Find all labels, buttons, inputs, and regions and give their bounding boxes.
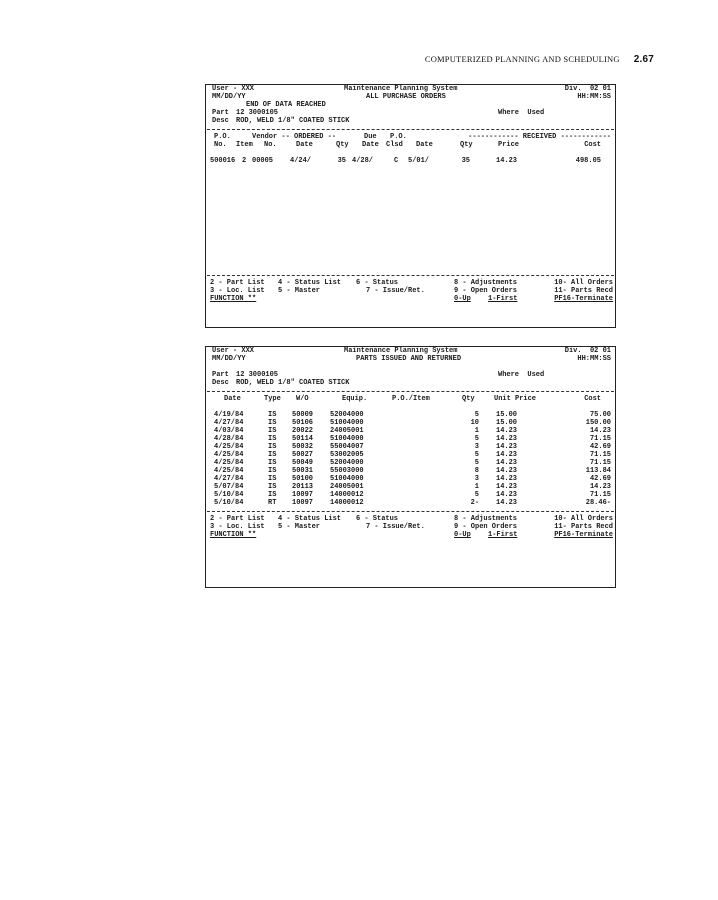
quantity: 1 <box>474 427 479 435</box>
quantity: 5 <box>474 435 479 443</box>
issue-list <box>206 411 615 507</box>
col-cost: Cost <box>584 395 601 403</box>
key-up[interactable]: 0-Up <box>454 295 471 303</box>
key-open-orders[interactable]: 9 - Open Orders <box>454 523 518 531</box>
transaction-type: IS <box>268 475 277 483</box>
issue-date: 4/28/84 <box>214 435 244 443</box>
unit-price: 14.23 <box>496 459 518 467</box>
key-parts-recd[interactable]: 11- Parts Recd <box>554 523 613 531</box>
work-order: 10097 <box>292 491 314 499</box>
part-label: Part <box>212 109 229 117</box>
col-vendor-ordered: Vendor -- ORDERED -- <box>252 133 337 141</box>
equipment-number: 51004000 <box>330 475 364 483</box>
quantity: 5 <box>474 459 479 467</box>
unit-price: 14.23 <box>496 435 518 443</box>
work-order: 50114 <box>292 435 314 443</box>
work-order: 50032 <box>292 443 314 451</box>
transaction-type: IS <box>268 467 277 475</box>
equipment-number: 53002005 <box>330 451 364 459</box>
cost: 14.23 <box>589 427 611 435</box>
date-format: MM/DD/YY <box>212 355 246 363</box>
col-due: Due <box>364 133 377 141</box>
issue-date: 4/25/84 <box>214 451 244 459</box>
work-order: 50106 <box>292 419 314 427</box>
parts-issued-returned-screen <box>205 346 616 588</box>
unit-price: 14.23 <box>496 427 518 435</box>
part-line <box>206 109 615 117</box>
table-row[interactable] <box>206 157 615 165</box>
function-keys-2 <box>206 287 615 295</box>
received-date: 5/01/ <box>408 157 430 165</box>
date-format: MM/DD/YY <box>212 93 246 101</box>
col-po: P.O. <box>214 133 231 141</box>
equipment-number: 55004007 <box>330 443 364 451</box>
cost: 150.00 <box>585 419 611 427</box>
issue-date: 4/25/84 <box>214 467 244 475</box>
description: ROD, WELD 1/8" COATED STICK <box>236 117 350 125</box>
table-row[interactable] <box>206 451 615 459</box>
col-date: Date <box>296 141 313 149</box>
issue-date: 4/27/84 <box>214 475 244 483</box>
column-header-1 <box>206 133 615 141</box>
quantity: 2- <box>470 499 479 507</box>
part-number: 12 3000105 <box>236 371 279 379</box>
key-first[interactable]: 1-First <box>488 295 518 303</box>
transaction-type: IS <box>268 491 277 499</box>
header-line-1 <box>206 347 615 355</box>
unit-price: 14.23 <box>496 443 518 451</box>
cost: 498.05 <box>575 157 601 165</box>
received-qty: 35 <box>461 157 470 165</box>
vendor-number: 00005 <box>252 157 274 165</box>
transaction-type: IS <box>268 451 277 459</box>
table-row[interactable] <box>206 491 615 499</box>
equipment-number: 24005001 <box>330 427 364 435</box>
table-row[interactable] <box>206 499 615 507</box>
issue-date: 4/25/84 <box>214 443 244 451</box>
col-qty: Qty <box>462 395 475 403</box>
divider <box>207 125 614 130</box>
issue-date: 4/19/84 <box>214 411 244 419</box>
issue-date: 4/03/84 <box>214 427 244 435</box>
cost: 113.84 <box>585 467 611 475</box>
division: Div. 02 01 <box>564 85 611 93</box>
order-date: 4/24/ <box>290 157 312 165</box>
equipment-number: 51004000 <box>330 435 364 443</box>
user-label: User - XXX <box>212 347 255 355</box>
key-first[interactable]: 1-First <box>488 531 518 539</box>
key-all-orders[interactable]: 10- All Orders <box>554 515 613 523</box>
key-all-orders[interactable]: 10- All Orders <box>554 279 613 287</box>
desc-line <box>206 117 615 125</box>
key-open-orders[interactable]: 9 - Open Orders <box>454 287 518 295</box>
column-header <box>206 395 615 403</box>
time-format: HH:MM:SS <box>577 93 611 101</box>
cost: 71.15 <box>589 459 611 467</box>
col-recv-date: Date <box>416 141 433 149</box>
unit-price: 14.23 <box>496 483 518 491</box>
cost: 75.00 <box>589 411 611 419</box>
status-message: END OF DATA REACHED <box>246 101 326 109</box>
key-adjustments[interactable]: 8 - Adjustments <box>454 515 518 523</box>
unit-price: 15.00 <box>496 411 518 419</box>
table-row[interactable] <box>206 483 615 491</box>
unit-price: 14.23 <box>496 491 518 499</box>
key-adjustments[interactable]: 8 - Adjustments <box>454 279 518 287</box>
screen-title: PARTS ISSUED AND RETURNED <box>356 355 462 363</box>
divider <box>207 387 614 392</box>
col-equip: Equip. <box>342 395 368 403</box>
divider <box>207 271 614 276</box>
key-part-list[interactable]: 2 - Part List <box>210 279 265 287</box>
table-row[interactable] <box>206 411 615 419</box>
work-order: 10097 <box>292 499 314 507</box>
issue-date: 5/07/84 <box>214 483 244 491</box>
equipment-number: 52004000 <box>330 459 364 467</box>
due-date: 4/28/ <box>352 157 374 165</box>
equipment-number: 14000012 <box>330 499 364 507</box>
col-no: No. <box>214 141 227 149</box>
desc-line <box>206 379 615 387</box>
table-row[interactable] <box>206 443 615 451</box>
unit-price: 14.23 <box>496 475 518 483</box>
function-keys-1 <box>206 515 615 523</box>
desc-label: Desc <box>212 117 229 125</box>
work-order: 50031 <box>292 467 314 475</box>
col-cost: Cost <box>584 141 601 149</box>
column-header-2 <box>206 141 615 149</box>
col-received: ------------ RECEIVED ------------ <box>468 133 611 141</box>
time-format: HH:MM:SS <box>577 355 611 363</box>
division: Div. 02 01 <box>564 347 611 355</box>
table-row[interactable] <box>206 467 615 475</box>
issue-date: 4/25/84 <box>214 459 244 467</box>
transaction-type: IS <box>268 411 277 419</box>
work-order: 50100 <box>292 475 314 483</box>
unit-price: 14.23 <box>496 451 518 459</box>
col-date: Date <box>224 395 241 403</box>
equipment-number: 14000012 <box>330 491 364 499</box>
col-recv-qty: Qty <box>460 141 473 149</box>
col-clsd: Clsd <box>386 141 403 149</box>
col-po-item: P.O./Item <box>392 395 430 403</box>
key-terminate[interactable]: PF16-Terminate <box>554 295 613 303</box>
col-po-2: P.O. <box>390 133 407 141</box>
quantity: 3 <box>474 475 479 483</box>
key-loc-list[interactable]: 3 - Loc. List <box>210 523 265 531</box>
key-issue-ret[interactable]: 7 - Issue/Ret. <box>366 523 425 531</box>
table-row[interactable] <box>206 475 615 483</box>
cost: 28.46- <box>585 499 611 507</box>
col-price: Price <box>498 141 520 149</box>
col-item: Item <box>236 141 253 149</box>
quantity: 3 <box>474 443 479 451</box>
col-type: Type <box>264 395 281 403</box>
unit-price: 14.23 <box>496 499 518 507</box>
col-unit-price: Unit Price <box>494 395 537 403</box>
price: 14.23 <box>496 157 518 165</box>
description: ROD, WELD 1/8" COATED STICK <box>236 379 350 387</box>
key-parts-recd[interactable]: 11- Parts Recd <box>554 287 613 295</box>
quantity: 5 <box>474 451 479 459</box>
key-loc-list[interactable]: 3 - Loc. List <box>210 287 265 295</box>
work-order: 50049 <box>292 459 314 467</box>
quantity: 5 <box>474 491 479 499</box>
unit-price: 14.23 <box>496 467 518 475</box>
transaction-type: IS <box>268 483 277 491</box>
po-number: 500016 <box>210 157 236 165</box>
transaction-type: RT <box>268 499 277 507</box>
function-prompt[interactable]: FUNCTION ** <box>210 295 257 303</box>
cost: 42.69 <box>589 475 611 483</box>
table-row[interactable] <box>206 459 615 467</box>
closed-flag: C <box>394 157 399 165</box>
key-part-list[interactable]: 2 - Part List <box>210 515 265 523</box>
cost: 71.15 <box>589 491 611 499</box>
col-due-date: Date <box>362 141 379 149</box>
message-line <box>206 101 615 109</box>
key-status-list[interactable]: 4 - Status List <box>278 279 342 287</box>
function-keys-2 <box>206 523 615 531</box>
user-label: User - XXX <box>212 85 255 93</box>
key-status[interactable]: 6 - Status <box>356 515 399 523</box>
transaction-type: IS <box>268 443 277 451</box>
running-head <box>425 54 654 65</box>
work-order: 50027 <box>292 451 314 459</box>
col-vendor-no: No. <box>264 141 277 149</box>
transaction-type: IS <box>268 427 277 435</box>
cost: 71.15 <box>589 435 611 443</box>
unit-price: 15.00 <box>496 419 518 427</box>
function-line <box>206 531 615 539</box>
order-qty: 35 <box>337 157 346 165</box>
header-line-1 <box>206 85 615 93</box>
col-qty: Qty <box>336 141 349 149</box>
system-title: Maintenance Planning System <box>344 347 458 355</box>
cost: 42.69 <box>589 443 611 451</box>
item-number: 2 <box>242 157 247 165</box>
key-master[interactable]: 5 - Master <box>278 523 321 531</box>
col-wo: W/O <box>296 395 309 403</box>
issue-date: 5/10/84 <box>214 499 244 507</box>
running-head-title: COMPUTERIZED PLANNING AND SCHEDULING <box>424 54 620 64</box>
work-order: 20022 <box>292 427 314 435</box>
issue-date: 5/10/84 <box>214 491 244 499</box>
header-line-2 <box>206 93 615 101</box>
quantity: 10 <box>470 419 479 427</box>
function-prompt[interactable]: FUNCTION ** <box>210 531 257 539</box>
key-status-list[interactable]: 4 - Status List <box>278 515 342 523</box>
key-master[interactable]: 5 - Master <box>278 287 321 295</box>
page-number: 2.67 <box>633 54 654 65</box>
part-label: Part <box>212 371 229 379</box>
cost: 14.23 <box>589 483 611 491</box>
key-up[interactable]: 0-Up <box>454 531 471 539</box>
cost: 71.15 <box>589 451 611 459</box>
transaction-type: IS <box>268 435 277 443</box>
all-purchase-orders-screen <box>205 84 616 328</box>
table-row[interactable] <box>206 419 615 427</box>
work-order: 20113 <box>292 483 314 491</box>
table-row[interactable] <box>206 427 615 435</box>
key-status[interactable]: 6 - Status <box>356 279 399 287</box>
equipment-number: 51004000 <box>330 419 364 427</box>
equipment-number: 55003000 <box>330 467 364 475</box>
quantity: 8 <box>474 467 479 475</box>
work-order: 50009 <box>292 411 314 419</box>
system-title: Maintenance Planning System <box>344 85 458 93</box>
header-line-2 <box>206 355 615 363</box>
key-issue-ret[interactable]: 7 - Issue/Ret. <box>366 287 425 295</box>
quantity: 1 <box>474 483 479 491</box>
equipment-number: 52004000 <box>330 411 364 419</box>
screen-title: ALL PURCHASE ORDERS <box>366 93 446 101</box>
issue-date: 4/27/84 <box>214 419 244 427</box>
transaction-type: IS <box>268 419 277 427</box>
divider <box>207 507 614 512</box>
function-line <box>206 295 615 303</box>
desc-label: Desc <box>212 379 229 387</box>
equipment-number: 24005001 <box>330 483 364 491</box>
quantity: 5 <box>474 411 479 419</box>
table-row[interactable] <box>206 435 615 443</box>
key-terminate[interactable]: PF16-Terminate <box>554 531 613 539</box>
transaction-type: IS <box>268 459 277 467</box>
part-number: 12 3000105 <box>236 109 279 117</box>
part-line <box>206 371 615 379</box>
function-keys-1 <box>206 279 615 287</box>
where-used-link[interactable]: Where Used <box>498 109 545 117</box>
where-used-link[interactable]: Where Used <box>498 371 545 379</box>
